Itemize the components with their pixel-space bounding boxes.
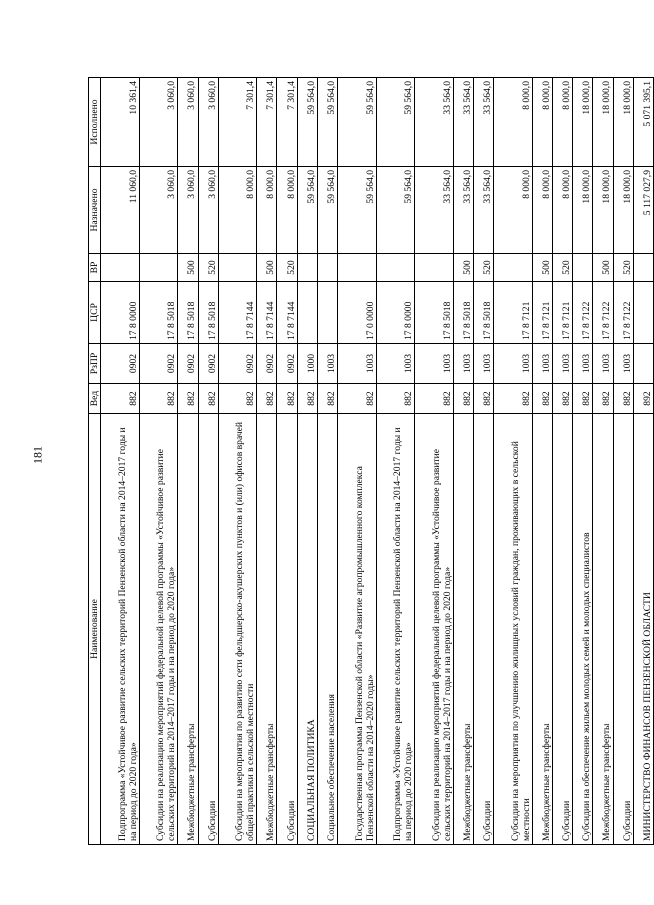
cell-ved: 892 bbox=[633, 384, 653, 414]
cell-name: Межбюджетные трансферты bbox=[532, 414, 552, 845]
table-row bbox=[553, 78, 573, 845]
cell-rzpr: 1003 bbox=[337, 344, 376, 384]
cell-assigned: 8 000,0 bbox=[277, 167, 297, 254]
cell-vr: 520 bbox=[277, 254, 297, 282]
cell-ved: 882 bbox=[317, 384, 337, 414]
cell-vr: 520 bbox=[474, 254, 494, 282]
cell-rzpr: 0902 bbox=[198, 344, 218, 384]
cell-executed: 3 060,0 bbox=[198, 78, 218, 167]
cell-vr bbox=[494, 254, 533, 282]
cell-name: СОЦИАЛЬНАЯ ПОЛИТИКА bbox=[297, 414, 317, 845]
cell-rzpr: 0902 bbox=[277, 344, 297, 384]
table-row bbox=[415, 78, 454, 845]
cell-rzpr: 1000 bbox=[297, 344, 317, 384]
table-row bbox=[297, 78, 317, 845]
cell-name: Субсидии bbox=[553, 414, 573, 845]
cell-executed: 5 071 395,1 bbox=[633, 78, 653, 167]
cell-assigned: 18 000,0 bbox=[573, 167, 593, 254]
table-row bbox=[532, 78, 552, 845]
cell-vr: 500 bbox=[532, 254, 552, 282]
cell-csr: 17 8 7144 bbox=[218, 282, 257, 344]
cell-assigned: 33 564,0 bbox=[474, 167, 494, 254]
rotated-table-wrapper bbox=[88, 78, 654, 845]
cell-assigned: 33 564,0 bbox=[453, 167, 473, 254]
cell-rzpr: 1003 bbox=[474, 344, 494, 384]
header-name: Наименование bbox=[89, 414, 101, 845]
cell-ved: 882 bbox=[101, 384, 140, 414]
cell-csr: 17 8 7144 bbox=[277, 282, 297, 344]
cell-assigned: 3 060,0 bbox=[139, 167, 178, 254]
cell-assigned: 18 000,0 bbox=[593, 167, 613, 254]
table-header-row bbox=[89, 78, 101, 845]
cell-vr bbox=[376, 254, 415, 282]
cell-rzpr: 1003 bbox=[453, 344, 473, 384]
table-row bbox=[178, 78, 198, 845]
cell-name: Субсидии на мероприятия по развитию сети фельдшерско-акушерских пунктов и (или) офисов врачей общей практики в сельской местности bbox=[218, 414, 257, 845]
cell-csr: 17 8 5018 bbox=[415, 282, 454, 344]
cell-executed: 3 060,0 bbox=[139, 78, 178, 167]
cell-executed: 7 301,4 bbox=[277, 78, 297, 167]
cell-assigned: 59 564,0 bbox=[317, 167, 337, 254]
cell-vr: 500 bbox=[257, 254, 277, 282]
cell-ved: 882 bbox=[257, 384, 277, 414]
cell-vr bbox=[317, 254, 337, 282]
cell-ved: 882 bbox=[415, 384, 454, 414]
cell-ved: 882 bbox=[198, 384, 218, 414]
budget-table bbox=[88, 77, 654, 845]
table-row bbox=[277, 78, 297, 845]
cell-ved: 882 bbox=[297, 384, 317, 414]
table-row bbox=[257, 78, 277, 845]
cell-executed: 3 060,0 bbox=[178, 78, 198, 167]
cell-executed: 59 564,0 bbox=[297, 78, 317, 167]
cell-executed: 7 301,4 bbox=[218, 78, 257, 167]
cell-csr bbox=[297, 282, 317, 344]
cell-ved: 882 bbox=[453, 384, 473, 414]
cell-csr: 17 8 5018 bbox=[139, 282, 178, 344]
cell-assigned: 8 000,0 bbox=[257, 167, 277, 254]
cell-csr: 17 8 7122 bbox=[593, 282, 613, 344]
cell-name: Субсидии на мероприятия по улучшению жилищных условий граждан, проживающих в сельской местности bbox=[494, 414, 533, 845]
cell-csr bbox=[633, 282, 653, 344]
cell-executed: 33 564,0 bbox=[453, 78, 473, 167]
cell-rzpr: 1003 bbox=[376, 344, 415, 384]
cell-executed: 59 564,0 bbox=[376, 78, 415, 167]
cell-rzpr bbox=[633, 344, 653, 384]
cell-assigned: 18 000,0 bbox=[613, 167, 633, 254]
cell-name: Межбюджетные трансферты bbox=[453, 414, 473, 845]
cell-csr: 17 8 7121 bbox=[494, 282, 533, 344]
cell-vr: 520 bbox=[553, 254, 573, 282]
cell-rzpr: 0902 bbox=[218, 344, 257, 384]
cell-assigned: 59 564,0 bbox=[337, 167, 376, 254]
cell-vr bbox=[297, 254, 317, 282]
cell-rzpr: 1003 bbox=[573, 344, 593, 384]
cell-assigned: 3 060,0 bbox=[178, 167, 198, 254]
cell-vr bbox=[415, 254, 454, 282]
cell-name: Подпрограмма «Устойчивое развитие сельских территорий Пензенской области на 2014–2017 годы и на период до 2020 года» bbox=[101, 414, 140, 845]
table-row bbox=[139, 78, 178, 845]
cell-name: Субсидии bbox=[613, 414, 633, 845]
cell-assigned: 8 000,0 bbox=[494, 167, 533, 254]
cell-name: Подпрограмма «Устойчивое развитие сельских территорий Пензенской области на 2014–2017 годы и на период до 2020 года» bbox=[376, 414, 415, 845]
cell-executed: 8 000,0 bbox=[494, 78, 533, 167]
cell-csr: 17 8 7144 bbox=[257, 282, 277, 344]
cell-ved: 882 bbox=[337, 384, 376, 414]
cell-csr: 17 8 7121 bbox=[532, 282, 552, 344]
cell-csr: 17 8 5018 bbox=[198, 282, 218, 344]
table-row bbox=[198, 78, 218, 845]
cell-executed: 18 000,0 bbox=[613, 78, 633, 167]
cell-name: Субсидии bbox=[474, 414, 494, 845]
header-vr: ВР bbox=[89, 254, 101, 282]
cell-csr bbox=[317, 282, 337, 344]
cell-vr bbox=[101, 254, 140, 282]
cell-executed: 7 301,4 bbox=[257, 78, 277, 167]
cell-rzpr: 1003 bbox=[532, 344, 552, 384]
table-row bbox=[317, 78, 337, 845]
table-row bbox=[474, 78, 494, 845]
cell-executed: 59 564,0 bbox=[317, 78, 337, 167]
cell-ved: 882 bbox=[613, 384, 633, 414]
table-row bbox=[613, 78, 633, 845]
cell-assigned: 5 117 027,9 bbox=[633, 167, 653, 254]
cell-csr: 17 0 0000 bbox=[337, 282, 376, 344]
cell-name: МИНИСТЕРСТВО ФИНАНСОВ ПЕНЗЕНСКОЙ ОБЛАСТИ bbox=[633, 414, 653, 845]
cell-ved: 882 bbox=[474, 384, 494, 414]
cell-assigned: 59 564,0 bbox=[297, 167, 317, 254]
cell-executed: 59 564,0 bbox=[337, 78, 376, 167]
cell-name: Субсидии bbox=[198, 414, 218, 845]
cell-ved: 882 bbox=[573, 384, 593, 414]
page-number: 181 bbox=[30, 446, 45, 464]
cell-name: Социальное обеспечение населения bbox=[317, 414, 337, 845]
cell-rzpr: 1003 bbox=[494, 344, 533, 384]
cell-csr: 17 8 5018 bbox=[453, 282, 473, 344]
cell-vr bbox=[633, 254, 653, 282]
cell-ved: 882 bbox=[494, 384, 533, 414]
cell-assigned: 8 000,0 bbox=[218, 167, 257, 254]
cell-rzpr: 0902 bbox=[101, 344, 140, 384]
cell-ved: 882 bbox=[178, 384, 198, 414]
cell-name: Межбюджетные трансферты bbox=[178, 414, 198, 845]
cell-csr: 17 8 7122 bbox=[573, 282, 593, 344]
cell-vr: 500 bbox=[178, 254, 198, 282]
table-row bbox=[376, 78, 415, 845]
cell-executed: 10 361,4 bbox=[101, 78, 140, 167]
cell-assigned: 11 060,0 bbox=[101, 167, 140, 254]
cell-ved: 882 bbox=[218, 384, 257, 414]
cell-assigned: 8 000,0 bbox=[553, 167, 573, 254]
table-body bbox=[101, 78, 654, 845]
table-row bbox=[337, 78, 376, 845]
cell-assigned: 3 060,0 bbox=[198, 167, 218, 254]
cell-csr: 17 8 0000 bbox=[101, 282, 140, 344]
cell-vr bbox=[139, 254, 178, 282]
header-csr: ЦСР bbox=[89, 282, 101, 344]
header-assigned: Назначено bbox=[89, 167, 101, 254]
cell-rzpr: 1003 bbox=[553, 344, 573, 384]
cell-rzpr: 0902 bbox=[257, 344, 277, 384]
cell-vr bbox=[218, 254, 257, 282]
cell-vr: 520 bbox=[613, 254, 633, 282]
cell-vr bbox=[337, 254, 376, 282]
cell-vr bbox=[573, 254, 593, 282]
header-ved: Вед bbox=[89, 384, 101, 414]
cell-rzpr: 0902 bbox=[178, 344, 198, 384]
cell-name: Межбюджетные трансферты bbox=[593, 414, 613, 845]
cell-executed: 8 000,0 bbox=[553, 78, 573, 167]
cell-executed: 33 564,0 bbox=[474, 78, 494, 167]
cell-rzpr: 1003 bbox=[415, 344, 454, 384]
table-row bbox=[453, 78, 473, 845]
cell-executed: 33 564,0 bbox=[415, 78, 454, 167]
cell-executed: 18 000,0 bbox=[573, 78, 593, 167]
cell-csr: 17 8 7122 bbox=[613, 282, 633, 344]
cell-ved: 882 bbox=[532, 384, 552, 414]
table-row bbox=[101, 78, 140, 845]
cell-rzpr: 1003 bbox=[317, 344, 337, 384]
cell-csr: 17 8 7121 bbox=[553, 282, 573, 344]
table-row bbox=[573, 78, 593, 845]
header-rzpr: РзПР bbox=[89, 344, 101, 384]
cell-name: Субсидии bbox=[277, 414, 297, 845]
cell-csr: 17 8 5018 bbox=[178, 282, 198, 344]
table-row bbox=[218, 78, 257, 845]
cell-name: Государственная программа Пензенской области «Развитие агропромышленного комплекса Пензенской области на 2014–2020 годы» bbox=[337, 414, 376, 845]
cell-executed: 18 000,0 bbox=[593, 78, 613, 167]
cell-vr: 500 bbox=[593, 254, 613, 282]
cell-vr: 500 bbox=[453, 254, 473, 282]
cell-ved: 882 bbox=[139, 384, 178, 414]
cell-csr: 17 8 5018 bbox=[474, 282, 494, 344]
cell-name: Межбюджетные трансферты bbox=[257, 414, 277, 845]
cell-name: Субсидии на реализацию мероприятий федеральной целевой программы «Устойчивое развитие сельских территорий на 2014–2017 годы и на период до 2020 года» bbox=[139, 414, 178, 845]
cell-rzpr: 1003 bbox=[613, 344, 633, 384]
cell-ved: 882 bbox=[376, 384, 415, 414]
cell-vr: 520 bbox=[198, 254, 218, 282]
cell-ved: 882 bbox=[277, 384, 297, 414]
cell-name: Субсидии на реализацию мероприятий федеральной целевой программы «Устойчивое развитие сельских территорий на 2014–2017 годы и на период до 2020 года» bbox=[415, 414, 454, 845]
cell-assigned: 59 564,0 bbox=[376, 167, 415, 254]
table-row bbox=[593, 78, 613, 845]
cell-ved: 882 bbox=[593, 384, 613, 414]
header-executed: Исполнено bbox=[89, 78, 101, 167]
cell-assigned: 8 000,0 bbox=[532, 167, 552, 254]
cell-name: Субсидии на обеспечение жильем молодых семей и молодых специалистов bbox=[573, 414, 593, 845]
cell-ved: 882 bbox=[553, 384, 573, 414]
cell-csr: 17 8 0000 bbox=[376, 282, 415, 344]
cell-assigned: 33 564,0 bbox=[415, 167, 454, 254]
table-row bbox=[633, 78, 653, 845]
cell-executed: 8 000,0 bbox=[532, 78, 552, 167]
cell-rzpr: 1003 bbox=[593, 344, 613, 384]
cell-rzpr: 0902 bbox=[139, 344, 178, 384]
table-row bbox=[494, 78, 533, 845]
